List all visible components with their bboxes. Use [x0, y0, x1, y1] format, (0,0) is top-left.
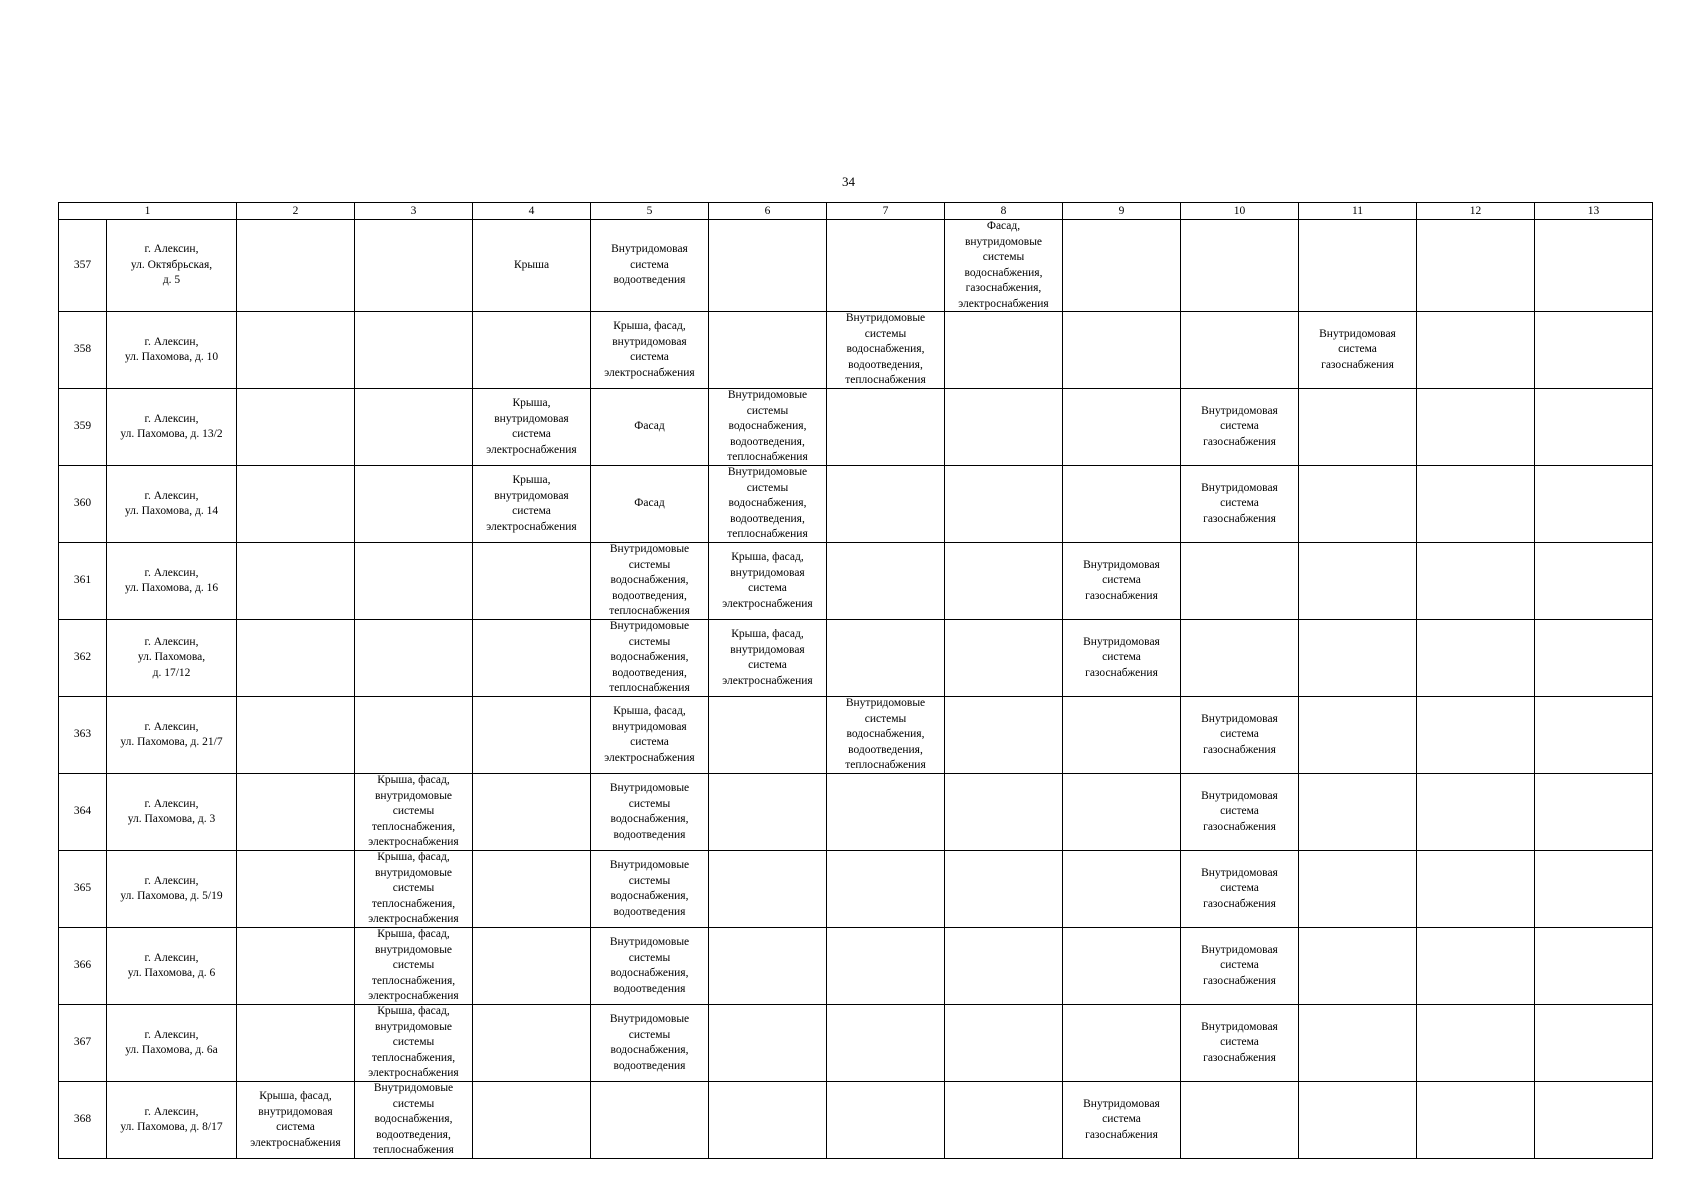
column-3-cell [355, 466, 473, 543]
column-4-cell [473, 389, 591, 466]
column-11-cell [1299, 851, 1417, 928]
column-6-cell [709, 697, 827, 774]
column-10-cell [1181, 389, 1299, 466]
cell-text: Внутридомовая система газоснабжения [1083, 635, 1160, 679]
address-cell [107, 466, 237, 543]
address-cell [107, 774, 237, 851]
column-12-cell [1417, 1082, 1535, 1159]
column-5-cell [591, 389, 709, 466]
cell-text: Внутридомовая система газоснабжения [1201, 712, 1278, 756]
column-7-cell [827, 220, 945, 312]
column-4-cell [473, 543, 591, 620]
column-header: 11 [1299, 203, 1417, 220]
cell-text: Крыша [513, 258, 550, 271]
column-2-cell [237, 1005, 355, 1082]
column-number-row [59, 203, 1653, 220]
column-header: 8 [945, 203, 1063, 220]
cell-text: Внутридомовые системы водоснабжения, водоотведения [609, 936, 690, 995]
cell-text: 363 [73, 728, 92, 741]
row-number-cell [59, 1005, 107, 1082]
column-13-cell [1535, 220, 1653, 312]
column-12-cell [1417, 697, 1535, 774]
column-5-cell [591, 543, 709, 620]
row-number-cell [59, 851, 107, 928]
column-7-cell [827, 389, 945, 466]
table-body [59, 220, 1653, 1159]
column-4-cell [473, 697, 591, 774]
cell-text: 360 [73, 497, 92, 510]
address-cell [107, 389, 237, 466]
column-2-cell [237, 928, 355, 1005]
address-cell [107, 1005, 237, 1082]
table-row [59, 851, 1653, 928]
column-3-cell [355, 851, 473, 928]
cell-text: 362 [73, 651, 92, 664]
table-row [59, 1005, 1653, 1082]
column-4-cell [473, 466, 591, 543]
column-12-cell [1417, 389, 1535, 466]
address-cell [107, 220, 237, 312]
column-10-cell [1181, 1082, 1299, 1159]
column-header: 13 [1535, 203, 1653, 220]
row-number-cell [59, 928, 107, 1005]
column-13-cell [1535, 774, 1653, 851]
cell-text: Крыша, фасад, внутридомовая система электроснабжения [604, 705, 695, 764]
cell-text: Внутридомовые системы водоснабжения, водоотведения, теплоснабжения [845, 697, 926, 772]
column-header: 6 [709, 203, 827, 220]
column-9-cell [1063, 851, 1181, 928]
column-3-cell [355, 697, 473, 774]
row-number-cell [59, 220, 107, 312]
cell-text: Внутридомовые системы водоснабжения, водоотведения [609, 782, 690, 841]
column-12-cell [1417, 928, 1535, 1005]
column-7-cell [827, 1082, 945, 1159]
column-10-cell [1181, 312, 1299, 389]
column-12-cell [1417, 466, 1535, 543]
row-number-cell [59, 774, 107, 851]
column-9-cell [1063, 312, 1181, 389]
table-row [59, 312, 1653, 389]
cell-text: г. Алексин, ул. Пахомова, д. 16 [124, 566, 219, 594]
column-5-cell [591, 851, 709, 928]
column-11-cell [1299, 220, 1417, 312]
cell-text: Крыша, внутридомовая система электроснабжения [486, 397, 577, 456]
column-8-cell [945, 1082, 1063, 1159]
cell-text: 358 [73, 343, 92, 356]
address-cell [107, 1082, 237, 1159]
address-cell [107, 312, 237, 389]
column-9-cell [1063, 220, 1181, 312]
cell-text: Внутридомовая система газоснабжения [1201, 1020, 1278, 1064]
column-9-cell [1063, 543, 1181, 620]
column-7-cell [827, 1005, 945, 1082]
cell-text: 359 [73, 420, 92, 433]
cell-text: г. Алексин, ул. Пахомова, д. 5/19 [120, 874, 223, 902]
cell-text: Внутридомовые системы водоснабжения, водоотведения [609, 1013, 690, 1072]
column-8-cell [945, 620, 1063, 697]
column-3-cell [355, 774, 473, 851]
repair-schedule-table [58, 202, 1653, 1159]
column-5-cell [591, 466, 709, 543]
cell-text: 367 [73, 1036, 92, 1049]
cell-text: Крыша, фасад, внутридомовые системы теплоснабжения, электроснабжения [368, 774, 459, 849]
column-13-cell [1535, 928, 1653, 1005]
column-9-cell [1063, 1082, 1181, 1159]
column-13-cell [1535, 389, 1653, 466]
column-8-cell [945, 697, 1063, 774]
cell-text: 364 [73, 805, 92, 818]
address-cell [107, 851, 237, 928]
cell-text: Внутридомовая система газоснабжения [1201, 943, 1278, 987]
column-7-cell [827, 312, 945, 389]
column-10-cell [1181, 928, 1299, 1005]
column-7-cell [827, 466, 945, 543]
column-2-cell [237, 312, 355, 389]
cell-text: г. Алексин, ул. Пахомова, д. 6а [125, 1028, 218, 1056]
column-4-cell [473, 220, 591, 312]
column-8-cell [945, 1005, 1063, 1082]
cell-text: Фасад [634, 497, 665, 510]
column-11-cell [1299, 774, 1417, 851]
column-2-cell [237, 1082, 355, 1159]
column-6-cell [709, 543, 827, 620]
cell-text: г. Алексин, ул. Пахомова, д. 13/2 [120, 412, 223, 440]
column-8-cell [945, 774, 1063, 851]
column-6-cell [709, 312, 827, 389]
column-2-cell [237, 220, 355, 312]
cell-text: Внутридомовая система газоснабжения [1201, 404, 1278, 448]
column-6-cell [709, 389, 827, 466]
column-2-cell [237, 389, 355, 466]
column-10-cell [1181, 774, 1299, 851]
cell-text: Крыша, фасад, внутридомовые системы теплоснабжения, электроснабжения [368, 1005, 459, 1080]
row-number-cell [59, 1082, 107, 1159]
row-number-cell [59, 697, 107, 774]
column-11-cell [1299, 1082, 1417, 1159]
column-6-cell [709, 220, 827, 312]
column-5-cell [591, 697, 709, 774]
column-13-cell [1535, 1082, 1653, 1159]
column-7-cell [827, 543, 945, 620]
cell-text: 361 [73, 574, 92, 587]
cell-text: Внутридомовая система газоснабжения [1201, 866, 1278, 910]
cell-text: Крыша, внутридомовая система электроснабжения [486, 474, 577, 533]
row-number-cell [59, 466, 107, 543]
column-9-cell [1063, 389, 1181, 466]
column-12-cell [1417, 312, 1535, 389]
column-11-cell [1299, 620, 1417, 697]
cell-text: г. Алексин, ул. Пахомова, д. 10 [124, 335, 219, 363]
table-row [59, 697, 1653, 774]
column-header: 10 [1181, 203, 1299, 220]
column-header: 12 [1417, 203, 1535, 220]
cell-text: Внутридомовая система водоотведения [611, 243, 688, 287]
column-6-cell [709, 851, 827, 928]
column-12-cell [1417, 220, 1535, 312]
column-9-cell [1063, 928, 1181, 1005]
table-row [59, 928, 1653, 1005]
cell-text: 357 [73, 258, 92, 271]
cell-text: г. Алексин, ул. Пахомова, д. 6 [127, 951, 216, 979]
column-4-cell [473, 928, 591, 1005]
cell-text: г. Алексин, ул. Пахомова, д. 14 [124, 489, 219, 517]
column-4-cell [473, 312, 591, 389]
cell-text: Внутридомовые системы водоснабжения, водоотведения, теплоснабжения [727, 389, 808, 464]
column-10-cell [1181, 1005, 1299, 1082]
column-2-cell [237, 620, 355, 697]
cell-text: Внутридомовые системы водоснабжения, водоотведения, теплоснабжения [609, 543, 690, 618]
cell-text: Внутридомовая система газоснабжения [1319, 327, 1396, 371]
address-cell [107, 697, 237, 774]
column-2-cell [237, 466, 355, 543]
column-10-cell [1181, 220, 1299, 312]
column-10-cell [1181, 543, 1299, 620]
row-number-cell [59, 312, 107, 389]
column-header: 1 [59, 203, 237, 220]
column-8-cell [945, 543, 1063, 620]
column-11-cell [1299, 312, 1417, 389]
column-header: 2 [237, 203, 355, 220]
cell-text: Внутридомовые системы водоснабжения, водоотведения, теплоснабжения [373, 1082, 454, 1157]
column-9-cell [1063, 774, 1181, 851]
column-13-cell [1535, 543, 1653, 620]
column-3-cell [355, 1082, 473, 1159]
column-7-cell [827, 851, 945, 928]
column-4-cell [473, 851, 591, 928]
column-3-cell [355, 389, 473, 466]
column-5-cell [591, 774, 709, 851]
column-2-cell [237, 543, 355, 620]
address-cell [107, 620, 237, 697]
row-number-cell [59, 620, 107, 697]
table-row [59, 466, 1653, 543]
cell-text: Внутридомовая система газоснабжения [1083, 558, 1160, 602]
column-8-cell [945, 389, 1063, 466]
cell-text: Крыша, фасад, внутридомовые системы теплоснабжения, электроснабжения [368, 851, 459, 926]
column-3-cell [355, 220, 473, 312]
cell-text: г. Алексин, ул. Пахомова, д. 3 [127, 797, 216, 825]
column-2-cell [237, 697, 355, 774]
column-8-cell [945, 466, 1063, 543]
column-6-cell [709, 1082, 827, 1159]
column-9-cell [1063, 466, 1181, 543]
column-11-cell [1299, 697, 1417, 774]
column-5-cell [591, 928, 709, 1005]
cell-text: Крыша, фасад, внутридомовая система электроснабжения [604, 320, 695, 379]
cell-text: Внутридомовая система газоснабжения [1201, 481, 1278, 525]
cell-text: Фасад [634, 420, 665, 433]
cell-text: Внутридомовые системы водоснабжения, водоотведения, теплоснабжения [609, 620, 690, 695]
column-4-cell [473, 1005, 591, 1082]
table-row [59, 620, 1653, 697]
column-6-cell [709, 1005, 827, 1082]
column-5-cell [591, 1005, 709, 1082]
column-2-cell [237, 774, 355, 851]
cell-text: 368 [73, 1113, 92, 1126]
cell-text: Крыша, фасад, внутридомовые системы теплоснабжения, электроснабжения [368, 928, 459, 1003]
column-9-cell [1063, 697, 1181, 774]
column-8-cell [945, 312, 1063, 389]
column-7-cell [827, 774, 945, 851]
table-row [59, 543, 1653, 620]
column-11-cell [1299, 389, 1417, 466]
cell-text: Внутридомовые системы водоснабжения, водоотведения, теплоснабжения [727, 466, 808, 541]
row-number-cell [59, 543, 107, 620]
table-row [59, 1082, 1653, 1159]
address-cell [107, 928, 237, 1005]
column-header: 4 [473, 203, 591, 220]
column-7-cell [827, 620, 945, 697]
column-12-cell [1417, 851, 1535, 928]
column-11-cell [1299, 543, 1417, 620]
row-number-cell [59, 389, 107, 466]
column-11-cell [1299, 1005, 1417, 1082]
cell-text: Внутридомовая система газоснабжения [1083, 1097, 1160, 1141]
table-row [59, 389, 1653, 466]
column-header: 3 [355, 203, 473, 220]
column-3-cell [355, 312, 473, 389]
cell-text: Крыша, фасад, внутридомовая система электроснабжения [250, 1090, 341, 1149]
cell-text: Внутридомовые системы водоснабжения, водоотведения, теплоснабжения [845, 312, 926, 387]
column-10-cell [1181, 851, 1299, 928]
column-3-cell [355, 928, 473, 1005]
column-10-cell [1181, 620, 1299, 697]
column-13-cell [1535, 697, 1653, 774]
column-5-cell [591, 620, 709, 697]
column-6-cell [709, 928, 827, 1005]
cell-text: г. Алексин, ул. Пахомова, д. 8/17 [120, 1105, 223, 1133]
column-11-cell [1299, 466, 1417, 543]
column-header: 9 [1063, 203, 1181, 220]
column-12-cell [1417, 620, 1535, 697]
column-6-cell [709, 466, 827, 543]
column-13-cell [1535, 312, 1653, 389]
column-7-cell [827, 697, 945, 774]
column-4-cell [473, 774, 591, 851]
column-2-cell [237, 851, 355, 928]
column-header: 5 [591, 203, 709, 220]
cell-text: 366 [73, 959, 92, 972]
cell-text: Внутридомовая система газоснабжения [1201, 789, 1278, 833]
column-3-cell [355, 1005, 473, 1082]
cell-text: г. Алексин, ул. Октябрьская, д. 5 [130, 243, 213, 287]
cell-text: Крыша, фасад, внутридомовая система электроснабжения [722, 628, 813, 687]
column-5-cell [591, 220, 709, 312]
column-13-cell [1535, 1005, 1653, 1082]
column-6-cell [709, 774, 827, 851]
column-12-cell [1417, 774, 1535, 851]
column-12-cell [1417, 543, 1535, 620]
column-11-cell [1299, 928, 1417, 1005]
column-5-cell [591, 312, 709, 389]
column-13-cell [1535, 851, 1653, 928]
column-9-cell [1063, 620, 1181, 697]
column-4-cell [473, 620, 591, 697]
column-5-cell [591, 1082, 709, 1159]
table-row [59, 220, 1653, 312]
address-cell [107, 543, 237, 620]
cell-text: г. Алексин, ул. Пахомова, д. 21/7 [120, 720, 223, 748]
column-12-cell [1417, 1005, 1535, 1082]
cell-text: г. Алексин, ул. Пахомова, д. 17/12 [137, 635, 206, 679]
column-13-cell [1535, 466, 1653, 543]
column-7-cell [827, 928, 945, 1005]
cell-text: Внутридомовые системы водоснабжения, водоотведения [609, 859, 690, 918]
column-8-cell [945, 928, 1063, 1005]
table-header [59, 203, 1653, 220]
column-8-cell [945, 851, 1063, 928]
column-13-cell [1535, 620, 1653, 697]
column-header: 7 [827, 203, 945, 220]
cell-text: 365 [73, 882, 92, 895]
cell-text: Крыша, фасад, внутридомовая система электроснабжения [722, 551, 813, 610]
column-6-cell [709, 620, 827, 697]
column-10-cell [1181, 466, 1299, 543]
page-number: 34 [842, 174, 855, 189]
cell-text: Фасад, внутридомовые системы водоснабжения, газоснабжения, электроснабжения [958, 220, 1049, 310]
column-9-cell [1063, 1005, 1181, 1082]
table-row [59, 774, 1653, 851]
column-3-cell [355, 620, 473, 697]
column-8-cell [945, 220, 1063, 312]
column-3-cell [355, 543, 473, 620]
column-10-cell [1181, 697, 1299, 774]
column-4-cell [473, 1082, 591, 1159]
